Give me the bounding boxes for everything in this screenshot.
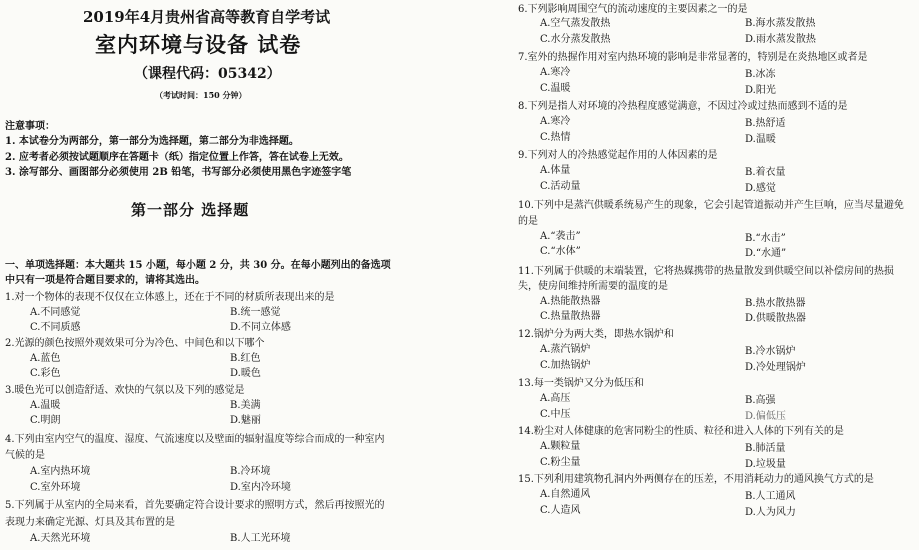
option: D.雨水蒸发散热 [745, 34, 816, 45]
option: B.冷水锅炉 [745, 346, 796, 357]
option: C.中压 [540, 409, 571, 420]
option: A.寒冷 [540, 116, 571, 127]
paper-title: 室内环境与设备 试卷 [95, 32, 302, 57]
question-text: 气候的是 [5, 450, 45, 461]
option: B.“水击” [745, 233, 786, 244]
option: A.寒冷 [540, 67, 571, 78]
option: A.高压 [540, 393, 571, 404]
exam-time: （考试时间：150 分钟） [155, 90, 247, 100]
option: D.室内冷环境 [230, 482, 291, 493]
option: A.蒸汽锅炉 [540, 344, 591, 355]
option: A.颗粒量 [540, 441, 581, 452]
question-text: 11.下列属于供暖的末端装置，它将热媒携带的热量散发到供暖空间以补偿房间的热损 [518, 266, 894, 277]
notes-title: 注意事项： [5, 121, 55, 132]
option: A.体量 [540, 165, 571, 176]
option: C.人造风 [540, 505, 581, 516]
part-one-title: 第一部分 选择题 [131, 201, 250, 219]
question-text: 3.暖色光可以创造舒适、欢快的气氛以及下列的感觉是 [5, 385, 245, 396]
option: B.着衣量 [745, 167, 786, 178]
option: A.温暖 [30, 400, 61, 411]
option: A.“袭击” [540, 231, 581, 242]
option: D.暖色 [230, 368, 261, 379]
option: C.彩色 [30, 368, 61, 379]
option: C.温暖 [540, 83, 571, 94]
option: B.美满 [230, 400, 261, 411]
option: D.“水通” [745, 248, 787, 259]
option: D.垃圾量 [745, 459, 786, 470]
option: A.蓝色 [30, 353, 61, 364]
question-text: 的是 [518, 216, 538, 227]
option: D.魅丽 [230, 415, 261, 426]
option: B.人工光环境 [230, 533, 291, 544]
note-item: 2. 应考者必须按试题顺序在答题卡（纸）指定位置上作答，答在试卷上无效。 [5, 152, 349, 163]
option: D.冷处理锅炉 [745, 362, 806, 373]
question-text: 10.下列中是蒸汽供暖系统易产生的现象，它会引起管道振动并产生巨响，应当尽量避免 [518, 200, 904, 211]
option: C.明朗 [30, 415, 61, 426]
option: C.“水体” [540, 246, 581, 257]
option: C.水分蒸发散热 [540, 34, 611, 45]
option: B.热水散热器 [745, 298, 806, 309]
option: B.高强 [745, 395, 776, 406]
option: A.自然通风 [540, 489, 591, 500]
option: C.活动量 [540, 181, 581, 192]
option: B.海水蒸发散热 [745, 18, 816, 29]
option: C.热量散热器 [540, 311, 601, 322]
option: A.空气蒸发散热 [540, 18, 611, 29]
section-instruction: 一、单项选择题：本大题共 15 小题，每小题 2 分，共 30 分。在每小题列出的备选项 [5, 260, 391, 271]
option: A.热能散热器 [540, 296, 601, 307]
option: D.不同立体感 [230, 322, 291, 333]
option: C.室外环境 [30, 482, 81, 493]
question-text: 9.下列对人的冷热感觉起作用的人体因素的是 [518, 150, 718, 161]
question-text: 15.下列利用建筑物孔洞内外两侧存在的压差，不用消耗动力的通风换气方式的是 [518, 474, 874, 485]
question-text: 1.对一个物体的表现不仅仅在立体感上，还在于不同的材质所表现出来的是 [5, 292, 335, 303]
option: D.偏低压 [745, 411, 786, 422]
question-text: 4.下列由室内空气的温度、湿度、气流速度以及壁面的辐射温度等综合而成的一种室内 [5, 434, 385, 445]
question-text: 12.锅炉分为两大类，即热水锅炉和 [518, 329, 674, 340]
option: D.人为风力 [745, 507, 796, 518]
option: C.热情 [540, 132, 571, 143]
note-item: 1. 本试卷分为两部分，第一部分为选择题，第二部分为非选择题。 [5, 136, 299, 147]
option: B.红色 [230, 353, 261, 364]
section-instruction: 中只有一项是符合题目要求的，请将其选出。 [5, 275, 205, 286]
option: B.肺活量 [745, 443, 786, 454]
option: D.供暖散热器 [745, 313, 806, 324]
option: D.温暖 [745, 134, 776, 145]
option: D.阳光 [745, 85, 776, 96]
question-text: 5.下列属于从室内的全局来看，首先要确定符合设计要求的照明方式，然后再按照光的 [5, 500, 385, 511]
question-text: 6.下列影响周围空气的流动速度的主要因素之一的是 [518, 4, 748, 15]
exam-title: 2019年4月贵州省高等教育自学考试 [83, 8, 331, 26]
option: C.加热锅炉 [540, 360, 591, 371]
option: B.热舒适 [745, 118, 786, 129]
option: D.感觉 [745, 183, 776, 194]
option: B.冰冻 [745, 69, 776, 80]
question-text: 表现力来确定光源、灯具及其布置的是 [5, 517, 175, 528]
question-text: 14.粉尘对人体健康的危害同粉尘的性质、粒径和进入人体的下列有关的是 [518, 426, 844, 437]
question-text: 失，使房间维持所需要的温度的是 [518, 281, 668, 292]
question-text: 13.每一类锅炉又分为低压和 [518, 378, 644, 389]
note-item: 3. 涂写部分、画图部分必须使用 2B 铅笔，书写部分必须使用黑色字迹签字笔 [5, 167, 352, 178]
option: C.粉尘量 [540, 457, 581, 468]
option: B.冷环境 [230, 466, 271, 477]
option: A.不同感觉 [30, 307, 81, 318]
option: B.人工通风 [745, 491, 796, 502]
course-code: （课程代码：05342） [134, 66, 281, 82]
question-text: 7.室外的热握作用对室内热环境的影响是非常显著的，特别是在炎热地区或者是 [518, 52, 868, 63]
option: B.统一感觉 [230, 307, 281, 318]
question-text: 2.光源的颜色按照外观效果可分为冷色、中间色和以下哪个 [5, 338, 265, 349]
question-text: 8.下列是指人对环境的冷热程度感觉满意，不因过冷或过热而感到不适的是 [518, 101, 848, 112]
option: C.不同质感 [30, 322, 81, 333]
option: A.室内热环境 [30, 466, 91, 477]
option: A.天然光环境 [30, 533, 91, 544]
